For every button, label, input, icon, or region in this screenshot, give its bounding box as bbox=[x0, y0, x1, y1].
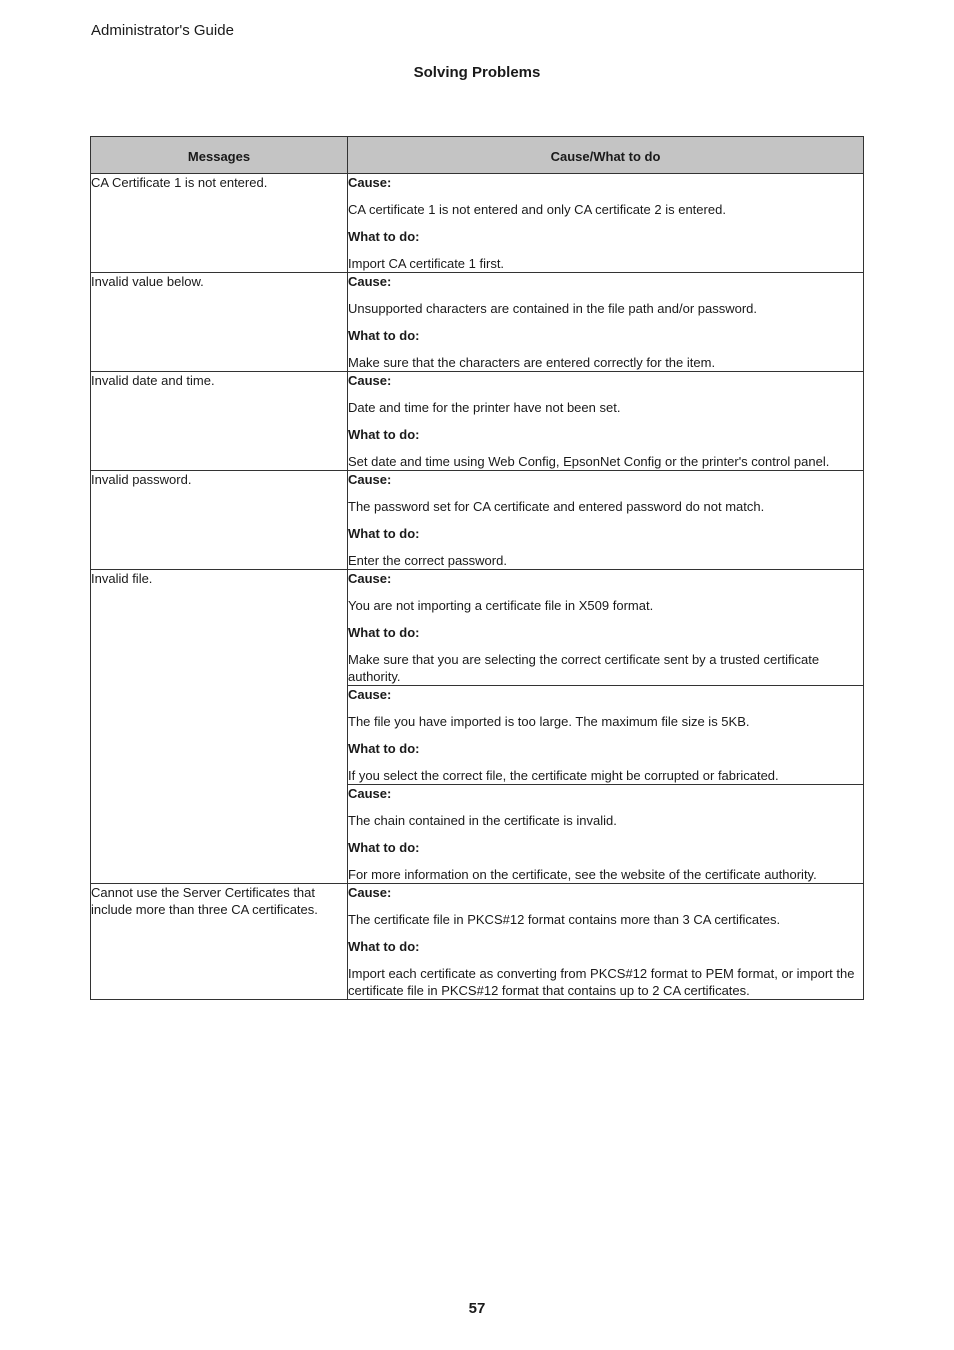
table-header-row bbox=[91, 137, 864, 174]
table-row bbox=[91, 570, 864, 686]
messages-table bbox=[90, 136, 864, 1000]
message-cell: Invalid file. bbox=[91, 570, 348, 884]
table-row bbox=[91, 372, 864, 471]
what-to-do-label: What to do: bbox=[348, 939, 420, 954]
cause-cell bbox=[348, 570, 864, 686]
message-cell: Invalid password. bbox=[91, 471, 348, 570]
what-to-do-text: If you select the correct file, the certificate might be corrupted or fabricated. bbox=[348, 768, 779, 783]
column-header-cause: Cause/What to do bbox=[348, 137, 864, 174]
table-row bbox=[91, 174, 864, 273]
what-to-do-text: Enter the correct password. bbox=[348, 553, 507, 568]
cause-text: The password set for CA certificate and entered password do not match. bbox=[348, 499, 765, 514]
cause-text: The certificate file in PKCS#12 format contains more than 3 CA certificates. bbox=[348, 912, 781, 927]
cause-text: The chain contained in the certificate is invalid. bbox=[348, 813, 617, 828]
table-row bbox=[91, 884, 864, 1000]
cause-cell bbox=[348, 471, 864, 570]
message-cell: Cannot use the Server Certificates that include more than three CA certificates. bbox=[91, 884, 348, 1000]
what-to-do-label: What to do: bbox=[348, 229, 420, 244]
cause-label: Cause: bbox=[348, 274, 392, 289]
cause-cell bbox=[348, 174, 864, 273]
cause-label: Cause: bbox=[348, 175, 392, 190]
what-to-do-text: Make sure that the characters are entered correctly for the item. bbox=[348, 355, 716, 370]
message-cell: CA Certificate 1 is not entered. bbox=[91, 174, 348, 273]
what-to-do-text: Set date and time using Web Config, EpsonNet Config or the printer's control panel. bbox=[348, 454, 830, 469]
cause-label: Cause: bbox=[348, 786, 392, 801]
cause-cell bbox=[348, 785, 864, 884]
what-to-do-label: What to do: bbox=[348, 526, 420, 541]
what-to-do-label: What to do: bbox=[348, 328, 420, 343]
cause-label: Cause: bbox=[348, 472, 392, 487]
cause-text: The file you have imported is too large. The maximum file size is 5KB. bbox=[348, 714, 750, 729]
what-to-do-text: For more information on the certificate, see the website of the certificate authority. bbox=[348, 867, 817, 882]
cause-label: Cause: bbox=[348, 373, 392, 388]
cause-text: CA certificate 1 is not entered and only CA certificate 2 is entered. bbox=[348, 202, 726, 217]
cause-label: Cause: bbox=[348, 571, 392, 586]
cause-text: Unsupported characters are contained in the file path and/or password. bbox=[348, 301, 758, 316]
page-number: 57 bbox=[468, 1300, 486, 1317]
table-body bbox=[91, 174, 864, 1000]
document-title: Administrator's Guide bbox=[91, 22, 234, 39]
cause-cell bbox=[348, 884, 864, 1000]
what-to-do-label: What to do: bbox=[348, 427, 420, 442]
column-header-messages: Messages bbox=[91, 137, 348, 174]
cause-cell bbox=[348, 273, 864, 372]
what-to-do-text: Import each certificate as converting from PKCS#12 format to PEM format, or import the certificate file in PKCS#12 format that contains up to 2 CA certificates. bbox=[348, 966, 855, 998]
cause-cell bbox=[348, 372, 864, 471]
what-to-do-text: Make sure that you are selecting the correct certificate sent by a trusted certificate authority. bbox=[348, 652, 820, 684]
cause-label: Cause: bbox=[348, 687, 392, 702]
table-row bbox=[91, 273, 864, 372]
message-cell: Invalid date and time. bbox=[91, 372, 348, 471]
what-to-do-label: What to do: bbox=[348, 840, 420, 855]
message-cell: Invalid value below. bbox=[91, 273, 348, 372]
cause-text: You are not importing a certificate file in X509 format. bbox=[348, 598, 654, 613]
what-to-do-label: What to do: bbox=[348, 625, 420, 640]
what-to-do-text: Import CA certificate 1 first. bbox=[348, 256, 505, 271]
what-to-do-label: What to do: bbox=[348, 741, 420, 756]
section-title: Solving Problems bbox=[413, 64, 541, 81]
cause-text: Date and time for the printer have not been set. bbox=[348, 400, 621, 415]
table-row bbox=[91, 471, 864, 570]
cause-cell bbox=[348, 686, 864, 785]
cause-label: Cause: bbox=[348, 885, 392, 900]
